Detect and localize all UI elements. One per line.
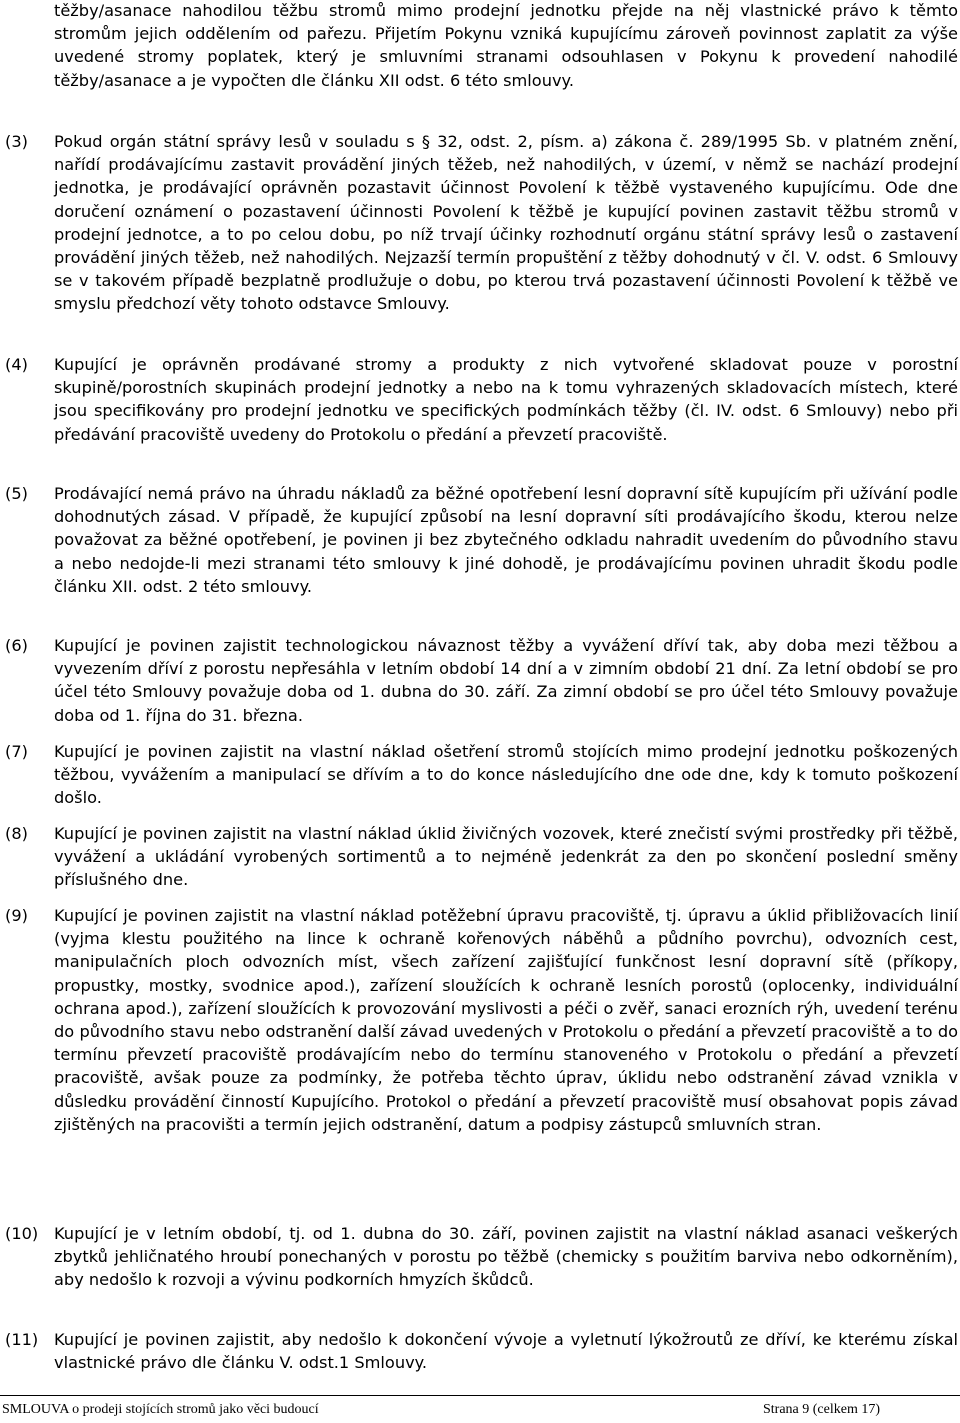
paragraph-number: (5) — [5, 484, 28, 503]
paragraph-text: Kupující je oprávněn prodávané stromy a produkty z nich vytvořené skladovat pouze v porostní skupině/porostních skupinách prodejní jednotky a nebo na k tomu vyhrazených skladovacích místech, které jsou specifikovány pro prodejní jednotku ve specifických podmínkách těžby (čl. IV. odst. 6 Smlouvy) nebo při předávání pracoviště uvedeny do Protokolu o předání a převzetí pracoviště. — [54, 355, 958, 444]
page-footer — [0, 1402, 960, 1422]
paragraph-number: (3) — [5, 132, 28, 151]
paragraph-text: Kupující je povinen zajistit na vlastní náklad potěžební úpravu pracoviště, tj. úpravu a úklid přibližovacích linií (vyjma klestu použitého na lince k ochraně kořenových náběhů a půdního povrchu), odvozních cest, manipulačních ploch odvozních míst, všech zařízení zajišťující funkčnost lesní dopravní sítě (příkopy, propustky, mostky, svodnice apod.), zařízení sloužících k ochraně lesních porostů (oplocenky, individuální ochrana apod.), zařízení sloužících k provozování myslivosti a péči o zvěř, sanaci erozních rýh, uvedení terénu do původního stavu nebo odstranění další závad uvedených v Protokolu o předání a převzetí pracoviště a to do termínu převzetí pracoviště prodávajícím nebo do termínu stanoveného v Protokolu o předání a převzetí pracoviště, avšak pouze za podmínky, že potřeba těchto úprav, úklidu nebo odstranění závad vznikla v důsledku provádění činností Kupujícího. Protokol o předání a převzetí pracoviště musí obsahovat popis závad zjištěných na pracovišti a termín jejich odstranění, datum a podpisy zástupců smluvních stran. — [54, 906, 958, 1134]
paragraph-text: Kupující je povinen zajistit, aby nedošlo k dokončení vývoje a vyletnutí lýkožroutů ze dříví, ke kterému získal vlastnické právo dle článku V. odst.1 Smlouvy. — [54, 1330, 958, 1373]
paragraph-text: Kupující je povinen zajistit na vlastní náklad ošetření stromů stojících mimo prodejní jednotku poškozených těžbou, vyvážením a manipulací se dřívím a to do konce následujícího dne ode dne, kdy k tomuto poškození došlo. — [54, 742, 958, 808]
paragraph-number: (9) — [5, 906, 28, 925]
paragraph-number: (8) — [5, 824, 28, 843]
paragraph-number: (6) — [5, 636, 28, 655]
paragraph-number: (10) — [5, 1224, 39, 1243]
paragraph-number: (4) — [5, 355, 28, 374]
paragraph-text: Prodávající nemá právo na úhradu nákladů za běžné opotřebení lesní dopravní sítě kupujícím při užívání podle dohodnutých zásad. V případě, že kupující způsobí na lesní dopravní síti prodávajícího škodu, kterou nelze považovat za běžné opotřebení, je povinen ji bez zbytečného odkladu nahradit uvedením do původního stavu a nebo nedojde-li mezi stranami této smlouvy k jiné dohodě, je prodávajícímu povinen uhradit škodu podle článku XII. odst. 2 této smlouvy. — [54, 484, 958, 596]
footer-rule — [0, 1395, 960, 1396]
footer-document-title: SMLOUVA o prodeji stojících stromů jako věci budoucí — [2, 1402, 319, 1417]
footer-page-number: Strana 9 (celkem 17) — [762, 1402, 880, 1417]
paragraph-number: (7) — [5, 742, 28, 761]
continued-paragraph: těžby/asanace nahodilou těžbu stromů mimo prodejní jednotku přejde na něj vlastnické právo k těmto stromům jejich oddělením od pařezu. Přijetím Pokynu vzniká kupujícímu zároveň povinnost zaplatit za výše uvedené stromy poplatek, který je smluvními stranami odsouhlasen v Pokynu k provedení nahodilé těžby/asanace a je vypočten dle článku XII odst. 6 této smlouvy. — [54, 1, 958, 90]
paragraph-number: (11) — [5, 1330, 39, 1349]
paragraph-text: Kupující je povinen zajistit na vlastní náklad úklid živičných vozovek, které znečistí svými prostředky při těžbě, vyvážení a ukládání vyrobených sortimentů a to nejméně jedenkrát za den po skončení poslední směny příslušného dne. — [54, 824, 958, 890]
paragraph-text: Pokud orgán státní správy lesů v souladu s § 32, odst. 2, písm. a) zákona č. 289/1995 Sb. v platném znění, nařídí prodávajícímu zastavit provádění jiných těžeb, než nahodilých, v území, v němž se nachází prodejní jednotka, je prodávající oprávněn pozastavit účinnost Povolení k těžbě vystaveného kupujícímu. Ode dne doručení oznámení o pozastavení účinnosti Povolení k těžbě je kupující povinen zastavit těžbu stromů v prodejní jednotce, a to po celou dobu, po níž trvají účinky rozhodnutí orgánu státní správy lesů o zastavení provádění jiných těžeb, než nahodilých. Nejzazší termín propuštění z těžby dohodnutý v čl. V. odst. 6 Smlouvy se v takovém případě bezplatně prodlužuje o dobu, po kterou trvá pozastavení účinnosti Povolení k těžbě ve smyslu předchozí věty tohoto odstavce Smlouvy. — [54, 132, 958, 314]
paragraph-text: Kupující je v letním období, tj. od 1. dubna do 30. září, povinen zajistit na vlastní náklad asanaci veškerých zbytků jehličnatého hroubí ponechaných v porostu po těžbě (chemicky s použitím barviva nebo odkorněním), aby nedošlo k rozvoji a vývinu podkorních hmyzích škůdců. — [54, 1224, 958, 1290]
paragraph-text: Kupující je povinen zajistit technologickou návaznost těžby a vyvážení dříví tak, aby doba mezi těžbou a vyvezením dříví z porostu nepřesáhla v letním období 14 dní a v zimním období 21 dní. Za letní období se pro účel této Smlouvy považuje doba od 1. dubna do 30. září. Za zimní období se pro účel této Smlouvy považuje doba od 1. října do 31. března. — [54, 636, 958, 725]
